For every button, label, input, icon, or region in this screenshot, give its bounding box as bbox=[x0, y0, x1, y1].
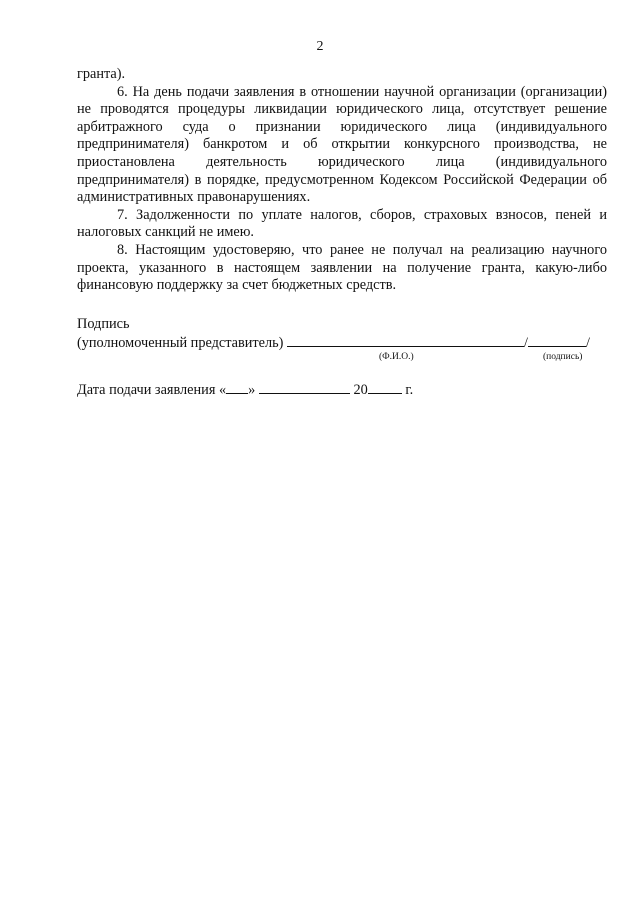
month-blank-field bbox=[259, 381, 350, 394]
year-prefix: 20 bbox=[353, 382, 368, 398]
paragraph-6: 6. На день подачи заявления в отношении научной организации (организации) не проводятся процедуры ликвидации юридического лица, отсутствует решение арбитражного суда о признании юридического лица (индивидуального предпринимателя) банкротом и об открытии конкурсного производства, не приостановлена деятельность юридического лица (индивидуального предпринимателя) в порядке, предусмотренном Кодексом Российской Федерации об административных правонарушениях. bbox=[77, 83, 607, 206]
signature-caption: (подпись) bbox=[543, 352, 583, 363]
close-quote: » bbox=[248, 382, 256, 398]
signature-block bbox=[77, 316, 617, 364]
year-suffix: г. bbox=[405, 382, 414, 398]
paragraph-continuation: гранта). bbox=[77, 66, 126, 82]
fio-blank-field bbox=[287, 334, 524, 347]
submission-date-line bbox=[77, 381, 413, 399]
signature-line bbox=[77, 334, 617, 353]
signature-separator-end: / bbox=[586, 334, 590, 351]
page-number: 2 bbox=[316, 39, 324, 54]
representative-label: (уполномоченный представитель) bbox=[77, 334, 284, 351]
paragraph-7: 7. Задолженности по уплате налогов, сборов, страховых взносов, пеней и налоговых санкций не имею. bbox=[77, 206, 607, 241]
signature-separator: / bbox=[524, 334, 528, 351]
signature-blank-field bbox=[528, 334, 586, 347]
date-label: Дата подачи заявления bbox=[77, 382, 216, 398]
caption-row bbox=[77, 352, 617, 364]
year-blank-field bbox=[368, 381, 402, 394]
open-quote: « bbox=[219, 382, 227, 398]
fio-caption: (Ф.И.О.) bbox=[379, 352, 414, 363]
paragraph-8: 8. Настоящим удостоверяю, что ранее не получал на реализацию научного проекта, указанного в настоящем заявлении на получение гранта, какую-либо финансовую поддержку за счет бюджетных средств. bbox=[77, 241, 607, 294]
signature-label: Подпись bbox=[77, 316, 130, 332]
document-body bbox=[77, 66, 607, 295]
day-blank-field bbox=[226, 381, 248, 394]
